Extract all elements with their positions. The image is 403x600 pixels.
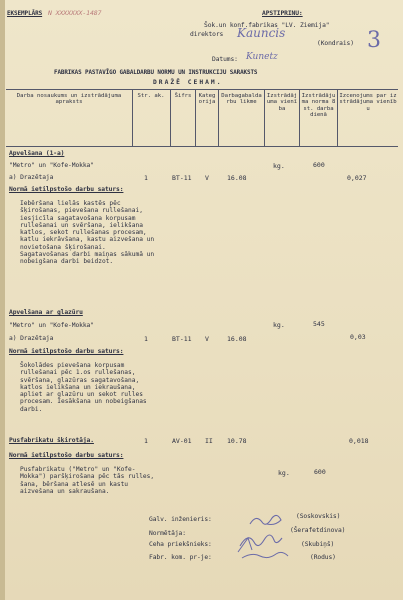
sig-role-normer: Normētāja: [149,530,186,537]
section2-item: a) Drazētaja [9,335,54,342]
sig-role-chief-engineer: Galv. inženieris: [149,516,212,523]
col-header-code: Šifrs [174,93,192,99]
col-divider-5 [264,89,265,146]
copy-handwritten-number: N XXXXXXX-1487 [48,9,102,17]
table-top-rule [6,89,398,90]
col-divider-7 [337,89,338,146]
approver-name: (Kondrais) [317,40,354,47]
page-number: 3 [367,28,381,53]
section1-instr-title: Normā ietilpstošo darbu saturs: [9,186,124,193]
section1-product: "Metro" un "Kofe-Mokka" [9,162,94,169]
section3-rate: 10.78 [227,437,247,445]
section1-price: 0,027 [347,174,367,182]
section2-instructions: Šokolādes pievešana korpusam rullešanai pēc 1.os rullešanas, svēršana, glazūras sagatavošana, katlos ielikšana un iekraušana, apliet ar glazūru un sekot rulles procesam. Iesākšana un nobeigšanas darbi. [20,362,151,413]
section2-norm: 545 [313,320,325,328]
approver-signature: Kauncis [237,26,286,40]
section2-category: V [205,335,209,343]
section3-norm: 600 [314,468,326,476]
approve-label: APSTIPRINU: [262,10,303,17]
col-header-norm: Izstrādājuma norma 8 st. darba dienā [301,93,336,119]
table-header-rule [6,146,398,147]
section1-code: BT-11 [172,174,192,182]
date-handwritten: Kunetz [246,52,278,62]
col-header-str: Str. ak. [137,93,165,99]
section3-unit: kg. [278,469,290,477]
col-divider-6 [299,89,300,146]
handwritten-signatures-drawing [236,510,296,568]
col-divider-1 [132,89,133,146]
section2-str: 1 [144,335,148,343]
section1-str: 1 [144,174,148,182]
section3-category: II [205,437,213,445]
section1-item: a) Drazētaja [9,174,54,181]
section3-str: 1 [144,437,148,445]
doc-title-line1: FABRIKAS PASTAVĪGO GABALDARBU NORMU UN INSTRUKCIJU SARAKSTS [54,70,258,76]
sig-name-shop-head: (Skubiņš) [301,541,335,548]
sig-name-normer: (Šerafetdinova) [290,527,346,534]
section1-category: V [205,174,209,182]
section1-heading: Apvelšana (1-a) [9,150,65,157]
section3-price: 0,018 [349,437,369,445]
section3-instr-title: Normā ietilpstošo darbu saturs: [9,452,124,459]
col-header-rate: Darbagabaldarbu likme [221,93,262,106]
col-header-price: Izcenojums par izstrādājuma vienību [339,93,397,112]
sig-role-shop-head: Ceha priekšnieks: [149,541,212,548]
approver-line2: direktors [190,31,224,38]
section3-heading: Pusfabrikatu šķirotāja. [9,437,94,444]
section3-instructions: Pusfabrikatu ("Metro" un "Kofe-Mokka") paršķirošana pēc tās rulles, šana, bēršana atlesē un kastu aizvešana un sakraušana. [20,466,158,495]
section1-unit: kg. [273,162,285,170]
section1-instructions: Iebēršana lielās kastēs pēc šķirošanas, pievešana rullešanai, iesjicīla sagatavošana korpusam rullešanai un svēršana, ielikšana katlos, sekot rullešanas procesam, katlu iekrāvšana, kastu aizvešana un novietošana šķirošanai. Sagatavošanas darbi maiņas sākumā un nobeigšana darbi beidzot. [20,200,155,266]
section2-rate: 16.08 [227,335,247,343]
section2-product: "Metro" un "Kofe-Mokka" [9,322,94,329]
approver-line1: Šok.un konf.fabrikas "LV. Ziemija" [204,22,330,29]
col-header-unit: Izstrādājuma vienība [266,93,298,112]
col-header-work: Darba nosaukums un izstrādājuma apraksts [16,93,122,106]
sig-name-factory-committee: (Rodus) [310,554,336,561]
col-divider-2 [170,89,171,146]
sig-role-factory-committee: Fabr. kom. pr-je: [149,554,212,561]
col-divider-4 [218,89,219,146]
section2-unit: kg. [273,321,285,329]
section1-norm: 600 [313,161,325,169]
section2-code: BT-11 [172,335,192,343]
page-edge [0,0,5,600]
col-header-category: Kategorija [198,93,216,106]
section2-heading: Apvelšana ar glazūru [9,309,83,316]
copy-label: EKSEMPLĀRS [7,10,43,17]
date-label: Datums: [212,56,238,63]
col-divider-3 [195,89,196,146]
section2-price: 0,03 [350,333,366,341]
sig-name-chief-engineer: (Soskovskis) [296,513,341,520]
doc-title-line2: DRAŽĒ CEHAM. [153,79,223,86]
section2-instr-title: Normā ietilpstošo darbu saturs: [9,348,124,355]
section3-code: AV-01 [172,437,192,445]
section1-rate: 16.08 [227,174,247,182]
